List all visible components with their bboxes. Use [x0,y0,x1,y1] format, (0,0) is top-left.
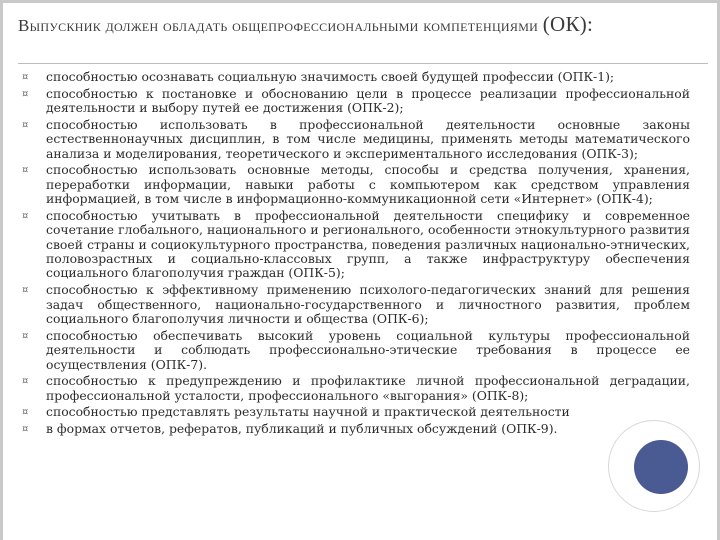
list-item [16,163,690,206]
list-item [16,87,690,116]
list-item-text: способностью представлять результаты научной и практической деятельности [46,404,570,420]
list-item-text: способностью к эффективному применению психолого-педагогических знаний для решения задач общественного, национально-государственного и личностного развития, проблем социального благополучия личности и общества (ОПК-6); [46,282,690,326]
ring-bullet-icon: ¤ [22,72,29,83]
ring-bullet-icon: ¤ [22,165,29,177]
ring-bullet-icon: ¤ [22,210,29,222]
list-item [16,70,690,84]
list-item [16,209,690,281]
list-item [16,374,690,403]
ring-bullet-icon: ¤ [22,119,29,131]
ring-bullet-icon: ¤ [22,330,29,342]
list-item-text: способностью использовать в профессиональной деятельности основные законы естественнонаучных дисциплин, в том числе медицины, применять методы математического анализа и моделирования, теоретического и экспериментального исследования (ОПК-3); [46,116,690,161]
slide-frame-top [0,0,720,3]
decorative-circle [634,440,688,494]
list-item-text: способностью обеспечивать высокий уровень социальной культуры профессиональной деятельности и соблюдать профессионально-этические требования в процессе ее осуществления (ОПК-7). [46,327,690,372]
list-item-text: способностью к предупреждению и профилактике личной профессиональной деградации, профессиональной усталости, профессионального «выгорания» (ОПК-8); [46,373,690,403]
slide-title-abbrev: (ОК): [542,12,594,36]
list-item-text: способностью осознавать социальную значимость своей будущей профессии (ОПК-1); [46,69,615,84]
ring-bullet-icon: ¤ [22,376,29,388]
ring-bullet-icon: ¤ [22,285,29,297]
list-item-text: в формах отчетов, рефератов, публикаций и публичных обсуждений (ОПК-9). [46,421,558,437]
list-item [16,118,690,161]
slide-title [18,12,708,38]
list-item-text: способностью использовать основные методы, способы и средства получения, хранения, переработки информации, навыки работы с компьютером как средством управления информацией, в том числе в информационно-коммуникационной сети «Интернет» (ОПК-4); [46,162,690,207]
slide-title-text: Выпускник должен обладать общепрофессиональными компетенциями [18,16,543,35]
ring-bullet-icon: ¤ [22,88,29,100]
list-item-text: способностью учитывать в профессиональной деятельности специфику и современное сочетание глобального, национального и регионального, особенности этнокультурного развития своей страны и социокультурного пространства, поведения различных национально-этнических, половозрастных и социально-классовых групп, а также инфраструктуру обеспечения социального благополучия граждан (ОПК-5); [46,207,690,281]
list-item [16,283,690,326]
list-item [16,422,690,436]
ring-bullet-icon: ¤ [22,424,29,436]
list-item-text: способностью к постановке и обоснованию цели в процессе реализации профессиональной деятельности и выбору путей ее достижения (ОПК-2); [46,85,690,116]
title-divider [18,63,708,64]
slide-frame-left [0,0,3,540]
ring-bullet-icon: ¤ [22,407,29,419]
list-item [16,405,690,419]
list-item [16,329,690,372]
competency-list [16,70,690,439]
